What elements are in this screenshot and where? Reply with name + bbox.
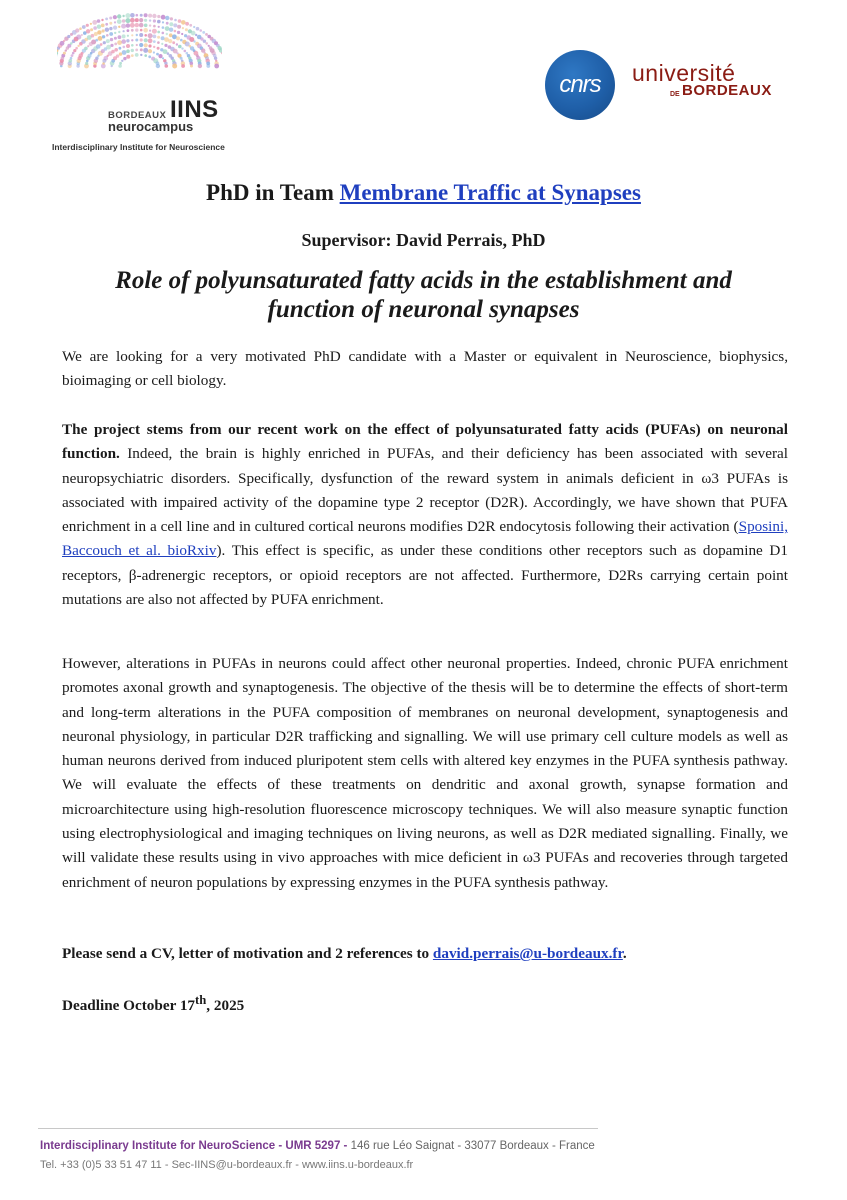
team-link[interactable]: Membrane Traffic at Synapses [339,180,641,205]
logo-dot [91,34,95,38]
project-title-line1: Role of polyunsaturated fatty acids in the establishment and [115,267,732,294]
logo-dot [165,64,169,68]
logo-dot [144,24,148,28]
logo-dot [166,33,168,35]
project-text-a: Indeed, the brain is highly enriched in PUFAs, and their deficiency has been associated with several neuropsychiatric disorders. Specifically, dysfunction of the reward system in animals deficient in ω3 PUFAs is associated with impaired activity of the dopamine type 2 receptor (D2R). Accordingly, we have shown that PUFA enrichment in a cell line and in cultured cortical neurons modifies D2R endocytosis following their activation ( [62,445,788,536]
logo-dot [153,25,156,28]
logo-dot [130,13,135,18]
logo-dot [148,14,152,18]
logo-dot [181,20,186,25]
logo-dot [131,34,133,36]
deadline-sup: th [195,993,207,1007]
logo-dot [82,25,86,29]
logo-dot [144,43,148,47]
logo-dot [97,25,101,29]
logo-dot [184,50,187,53]
logo-dot [206,64,210,68]
logo-dot [106,45,111,50]
logo-dot [214,57,217,60]
iins-logo [52,8,227,152]
logo-dot [140,54,142,56]
logo-dot [79,27,82,30]
application-instructions [62,942,788,966]
iins-dots-graphic [57,8,222,100]
iins-logo-subtitle: Interdisciplinary Institute for Neuroscience [52,142,225,152]
logo-dot [103,41,106,44]
logo-dot [70,42,73,45]
logo-dot [181,47,183,49]
logo-dot [105,28,109,32]
logo-dot [125,13,130,18]
logo-dot [118,64,122,68]
logo-dot [131,54,134,57]
project-title-line2: function of neuronal synapses [267,296,580,323]
logo-dot [126,39,129,42]
logo-dot [148,44,151,47]
logo-dot [87,45,89,47]
project-text-b: ). This effect is specific, as under these conditions other receptors such as dopamine D1 receptors, β-adrenergic receptors, or opioid receptors are not affected. Furthermore, D2Rs carrying certain point mutations are also not affected by PUFA enrichment. [62,542,788,609]
objectives-paragraph: However, alterations in PUFAs in neurons could affect other neuronal properties. Indeed, chronic PUFA enrichment promotes axonal growth and synaptogenesis. The objective of the thesis will be to determine the effects of short-term and long-term alterations in the PUFA composition of membranes on neuronal development, synaptogenesis and neuronal physiology, in particular D2R trafficking and signalling. We will use primary cell culture models as well as human neurons derived from induced pluripotent stem cells with altered key enzymes in the PUFA synthesis pathway. We will evaluate the effects of these treatments on dendritic and axonal growth, synapse formation and microarchitecture using high-resolution fluorescence microscopy techniques. We will also measure synaptic function using electrophysiological and imaging techniques on living neurons, as well as D2R mediated signalling. Finally, we will validate these results using in vivo approaches with mice deficient in ω3 PUFAs and recoveries through targeted enrichment of neuron populations by expressing enzymes in the PUFA synthesis pathway. [62,655,788,891]
logo-dot [109,17,112,20]
logo-dot [73,49,76,52]
logo-dot [90,28,93,31]
logo-dot [110,44,113,47]
logo-dot [122,50,127,55]
logo-dot [126,44,130,48]
footer-divider [38,1128,598,1129]
logo-dot [121,60,123,62]
logo-dot [84,47,88,51]
logo-dot [199,29,202,32]
logo-dot [121,39,126,44]
logo-dot [97,30,101,34]
logo-dot [157,47,160,50]
page-title [0,180,847,206]
logo-dot [168,39,172,43]
logo-dot [173,23,177,27]
logo-dot [119,62,122,65]
logo-dot [71,54,74,57]
logo-dot [172,41,175,44]
logo-dot [193,26,195,28]
logo-dot [116,54,119,57]
logo-dot [144,19,147,22]
logo-dot [122,15,124,17]
logo-dot [169,22,173,26]
logo-dot [156,53,159,56]
logo-dot [105,23,108,26]
logo-dot [202,31,205,34]
logo-dot [157,20,161,24]
university-logo-de: DE [670,91,680,98]
logo-dot [105,18,108,21]
logo-dot [114,43,117,46]
logo-dot [114,32,116,34]
logo-dot [95,39,98,42]
logo-dot [135,28,138,31]
logo-dot [102,29,105,32]
cnrs-logo [545,50,615,120]
logo-dot [114,48,118,52]
logo-dot [122,34,126,38]
logo-dot [195,34,197,36]
logo-dot [174,19,177,22]
logo-dot [136,14,139,17]
logo-dot [193,40,195,42]
logo-dot [100,43,103,46]
logo-dot [166,22,169,25]
logo-dot [118,26,120,28]
logo-dot [67,35,70,38]
logo-dot [161,36,165,40]
logo-dot [95,57,98,60]
iins-logo-city: BORDEAUX [108,110,167,121]
footer-address [40,1140,595,1152]
logo-dot [121,24,126,29]
logo-dot [161,15,166,20]
logo-dot [119,47,122,50]
logo-dot [149,30,151,32]
logo-dot [126,55,130,59]
university-logo-line1: université [632,60,736,86]
logo-dot [165,26,170,31]
logo-dot [148,33,153,38]
logo-dot [90,23,92,25]
logo-dot [205,42,208,45]
logo-dot [109,27,112,30]
logo-dot [85,62,88,65]
logo-dot [139,33,143,37]
logo-dot [139,43,143,47]
logo-dot [92,20,97,25]
logo-dot [140,38,143,41]
logo-dot [131,44,134,47]
logo-dot [177,25,181,29]
logo-dot [75,47,78,50]
logo-dot [148,49,152,53]
cnrs-logo-text: cnrs [559,71,601,98]
logo-dot [126,49,130,53]
footer-contact: Tel. +33 (0)5 33 51 47 11 - Sec-IINS@u-bordeaux.fr - www.iins.u-bordeaux.fr [40,1159,414,1171]
logo-dot [157,31,160,34]
logo-dot [170,17,173,20]
logo-dot [131,49,134,52]
logo-dot [153,19,156,22]
logo-dot [162,57,164,59]
logo-dot [169,28,173,32]
project-title [0,266,847,324]
logo-dot [149,24,151,26]
logo-dot [75,28,79,32]
logo-dot [157,15,160,18]
logo-dot [153,51,155,53]
logo-dot [176,43,178,45]
logo-dot [205,33,208,36]
logo-dot [165,16,169,20]
logo-dot [185,28,188,31]
deadline-suffix: , 2025 [206,997,245,1015]
logo-dot [149,19,151,21]
footer-institute: Interdisciplinary Institute for NeuroScience - UMR 5297 - [40,1140,348,1152]
logo-dot [106,39,110,43]
logo-dot [127,29,130,32]
logo-dot [94,32,98,36]
logo-dot [152,14,156,18]
logo-dot [123,46,126,49]
logo-dot [177,31,180,34]
logo-dot [144,54,147,57]
logo-dot [152,29,157,34]
logo-dot [122,19,126,23]
logo-dot [139,23,144,28]
logo-dot [130,23,135,28]
logo-dot [114,37,117,40]
logo-dot [117,19,122,24]
logo-dot [148,55,151,58]
logo-dot [172,64,177,69]
university-logo-line2: BORDEAUX [682,82,772,99]
logo-dot [109,22,112,25]
logo-dot [113,26,117,30]
logo-dot [123,30,125,32]
intro-paragraph: We are looking for a very motivated PhD candidate with a Master or equivalent in Neuroscience, biophysics, bioimaging or cell biology. [62,348,788,390]
logo-dot [157,41,160,44]
logo-dot [162,21,164,23]
logo-dot [77,45,79,47]
logo-dot [139,18,143,22]
logo-dot [181,33,183,35]
contact-email-link[interactable]: david.perrais@u-bordeaux.fr [432,945,623,962]
logo-dot [135,18,139,22]
logo-dot [106,34,109,37]
logo-dot [126,23,130,27]
logo-dot [156,64,160,68]
logo-dot [101,19,103,21]
logo-dot [144,13,148,17]
logo-dot [153,35,157,39]
logo-dot [117,14,121,18]
iins-logo-acronym: IINS [170,96,219,123]
logo-dot [136,34,138,36]
logo-dot [214,64,219,69]
logo-dot [181,64,185,68]
footer-street: 146 rue Léo Saignat - 33077 Bordeaux - France [347,1140,595,1152]
logo-dot [158,54,162,58]
logo-dot [148,38,153,43]
logo-dot [70,57,73,60]
logo-dot [127,35,129,37]
logo-dot [157,36,160,39]
logo-dot [143,48,148,53]
logo-dot [65,49,67,51]
logo-dot [117,40,122,45]
logo-dot [130,18,135,23]
university-bordeaux-logo [632,60,772,105]
application-text: Please send a CV, letter of motivation and 2 references to [62,945,433,962]
logo-dot [190,65,193,68]
logo-dot [136,44,138,46]
logo-dot [196,27,200,31]
logo-dot [135,39,138,42]
logo-dot [176,36,180,40]
logo-dot [111,50,115,54]
logo-dot [186,52,189,55]
logo-dot [143,28,148,33]
logo-dot [135,23,139,27]
deadline [62,988,788,1018]
logo-dot [93,26,97,30]
supervisor-line: Supervisor: David Perrais, PhD [301,230,546,250]
logo-dot [174,30,177,33]
logo-dot [97,19,101,23]
logo-dot [167,52,170,55]
logo-dot [198,64,202,68]
logo-dot [140,14,143,17]
logo-dot [135,53,139,57]
logo-dot [144,34,147,37]
logo-dot [189,24,192,27]
project-paragraph [62,418,788,612]
logo-dot [63,52,66,55]
logo-dot [76,35,81,40]
deadline-prefix: Deadline October 17 [62,997,196,1015]
logo-dot [102,35,105,38]
logo-dot [109,32,113,36]
logo-dot [153,46,155,48]
logo-dot [162,26,165,29]
logo-dot [119,52,122,55]
citation-link[interactable]: Sposini, Baccouch et al. bioRxiv [62,518,788,560]
logo-dot [144,38,148,42]
logo-dot [180,57,183,60]
logo-dot [110,38,113,41]
logo-dot [182,27,184,29]
iins-logo-campus: neurocampus [108,119,194,134]
logo-dot [140,48,143,51]
logo-dot [118,35,122,39]
logo-dot [178,45,182,49]
logo-dot [180,39,183,42]
logo-dot [125,18,130,23]
logo-dot [86,29,90,33]
logo-dot [101,24,105,28]
logo-dot [162,32,165,35]
logo-dot [203,40,206,43]
logo-dot [114,21,116,23]
logo-dot [113,15,117,19]
logo-dot [72,52,75,55]
logo-dot [131,29,134,32]
logo-dot [153,40,156,43]
logo-dot [140,29,143,32]
logo-dot [123,57,126,60]
logo-dot [185,22,189,26]
logo-dot [158,26,160,28]
project-lead-sentence: The project stems from our recent work on the effect of polyunsaturated fatty acids (PUFAs) on neuronal function. [62,421,788,463]
logo-dot [69,59,73,63]
logo-dot [164,44,167,47]
logo-dot [208,45,210,47]
logo-dot [118,31,120,33]
logo-dot [161,43,163,45]
logo-dot [191,31,196,36]
logo-dot [135,49,138,52]
logo-dot [86,24,89,27]
logo-dot [81,34,83,36]
logo-dot [131,39,133,41]
title-prefix: PhD in Team [206,180,340,205]
application-end: . [622,945,627,962]
logo-dot [98,36,103,41]
logo-dot [178,19,182,23]
